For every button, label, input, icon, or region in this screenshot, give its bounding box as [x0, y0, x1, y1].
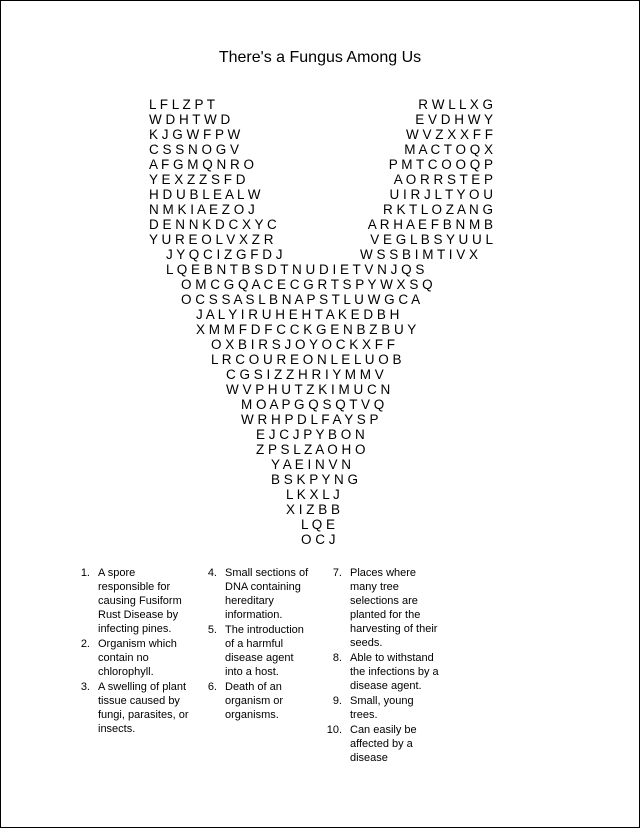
- clue-item: [204, 566, 314, 622]
- clue-number: 5.: [207, 624, 217, 636]
- grid-row-left: J A L Y I R U H E H T A K E D B H: [196, 307, 400, 322]
- clue-item: [326, 694, 441, 722]
- grid-row-right: W V Z X X F F: [406, 127, 493, 142]
- clue-column-2: [204, 566, 314, 723]
- grid-row-left: A F G M Q N R O: [149, 157, 255, 172]
- grid-row-left: Y E X Z Z S F D: [149, 172, 246, 187]
- clue-number: 10.: [326, 724, 342, 736]
- clue-list: [1, 566, 639, 806]
- grid-row-right: A O R R S T E P: [393, 172, 493, 187]
- grid-row-right: E V D H W Y: [415, 112, 493, 127]
- grid-row-left: O C S S A S L B N A P S T L U W G C A: [181, 292, 421, 307]
- grid-row-left: E J C J P Y B O N: [256, 427, 365, 442]
- grid-row-left: Y U R E O L V X Z R: [149, 232, 274, 247]
- clue-text: Death of an organism or organisms.: [225, 681, 284, 721]
- clue-number: 8.: [332, 652, 342, 664]
- grid-row-left: W V P H U T Z K I M U C N: [226, 382, 391, 397]
- grid-row-left: L K X L J: [286, 487, 340, 502]
- grid-row-left: L Q E: [301, 517, 336, 532]
- clue-text: Small, young trees.: [350, 695, 414, 721]
- grid-row-left: W D H T W D: [149, 112, 231, 127]
- clue-item: [326, 723, 441, 765]
- clue-text: Small sections of DNA containing hereditary information.: [225, 567, 309, 621]
- clue-column-1: [77, 566, 192, 737]
- grid-row-left: X I Z B B: [286, 502, 341, 517]
- grid-row-left: M O A P G Q S Q T V Q: [241, 397, 385, 412]
- grid-row-left: D E N N K D C X Y C: [149, 217, 277, 232]
- grid-row-left: O M C G Q A C E C G R T S P Y W X S Q: [181, 277, 433, 292]
- word-search-grid: [1, 1, 639, 561]
- grid-row-left: B S K P Y N G: [271, 472, 359, 487]
- grid-row-right: R W L L X G: [418, 97, 493, 112]
- grid-row-left: Z P S L Z A O H O: [256, 442, 366, 457]
- grid-row-left: L Q E B N T B S D T N U D I E T V N J Q S: [166, 262, 425, 277]
- grid-row-right: R K T L O Z A N G: [382, 202, 493, 217]
- clue-item: [204, 623, 314, 679]
- grid-row-left: W R H P D L F A Y S P: [241, 412, 379, 427]
- grid-row-right: W S S B I M T I V X: [359, 247, 478, 262]
- clue-number: 9.: [332, 695, 342, 707]
- grid-row-left: K J G W F P W: [149, 127, 241, 142]
- clue-text: Able to withstand the infections by a disease agent.: [350, 652, 439, 692]
- grid-row-right: M A C T O Q X: [404, 142, 493, 157]
- clue-text: A swelling of plant tissue caused by fungi, parasites, or insects.: [98, 681, 189, 735]
- clue-item: [326, 651, 441, 693]
- grid-row-left: L R C O U R E O N L E L U O B: [211, 352, 402, 367]
- grid-row-left: O C J: [301, 532, 336, 547]
- clue-number: 6.: [207, 681, 217, 693]
- clue-text: Places where many tree selections are planted for the harvesting of their seeds.: [350, 567, 438, 649]
- clue-number: 7.: [332, 567, 342, 579]
- clue-number: 2.: [80, 638, 90, 650]
- grid-row-right: A R H A E F B N M B: [367, 217, 493, 232]
- grid-row-left: X M M F D F C C K G E N B Z B U Y: [196, 322, 417, 337]
- clue-item: [326, 566, 441, 650]
- grid-row-right: U I R J L T Y O U: [389, 187, 493, 202]
- clue-item: [204, 680, 314, 722]
- clue-number: 4.: [207, 567, 217, 579]
- clue-item: [77, 566, 192, 636]
- clue-column-3: [326, 566, 441, 766]
- grid-row-left: L F L Z P T: [149, 97, 216, 112]
- grid-row-left: O X B I R S J O Y O C K X F F: [211, 337, 396, 352]
- grid-row-right: P M T C O O Q P: [388, 157, 493, 172]
- clue-number: 3.: [80, 681, 90, 693]
- page-title: There's a Fungus Among Us: [218, 49, 422, 66]
- grid-row-left: H D U B L E A L W: [149, 187, 261, 202]
- clue-text: A spore responsible for causing Fusiform Rust Disease by infecting pines.: [98, 567, 182, 635]
- grid-row-right: V E G L B S Y U U L: [370, 232, 493, 247]
- clue-item: [77, 637, 192, 679]
- clue-text: Organism which contain no chlorophyll.: [98, 638, 177, 678]
- grid-row-left: C G S I Z Z H R I Y M M V: [226, 367, 384, 382]
- clue-number: 1.: [80, 567, 90, 579]
- clue-text: Can easily be affected by a disease: [350, 724, 417, 764]
- clue-item: [77, 680, 192, 736]
- grid-row-left: J Y Q C I Z G F D J: [166, 247, 283, 262]
- grid-row-left: Y A E I N V N: [271, 457, 352, 472]
- grid-row-left: C S S N O G V: [149, 142, 240, 157]
- grid-row-left: N M K I A E Z O J: [149, 202, 255, 217]
- clue-text: The introduction of a harmful disease agent into a host.: [225, 624, 304, 678]
